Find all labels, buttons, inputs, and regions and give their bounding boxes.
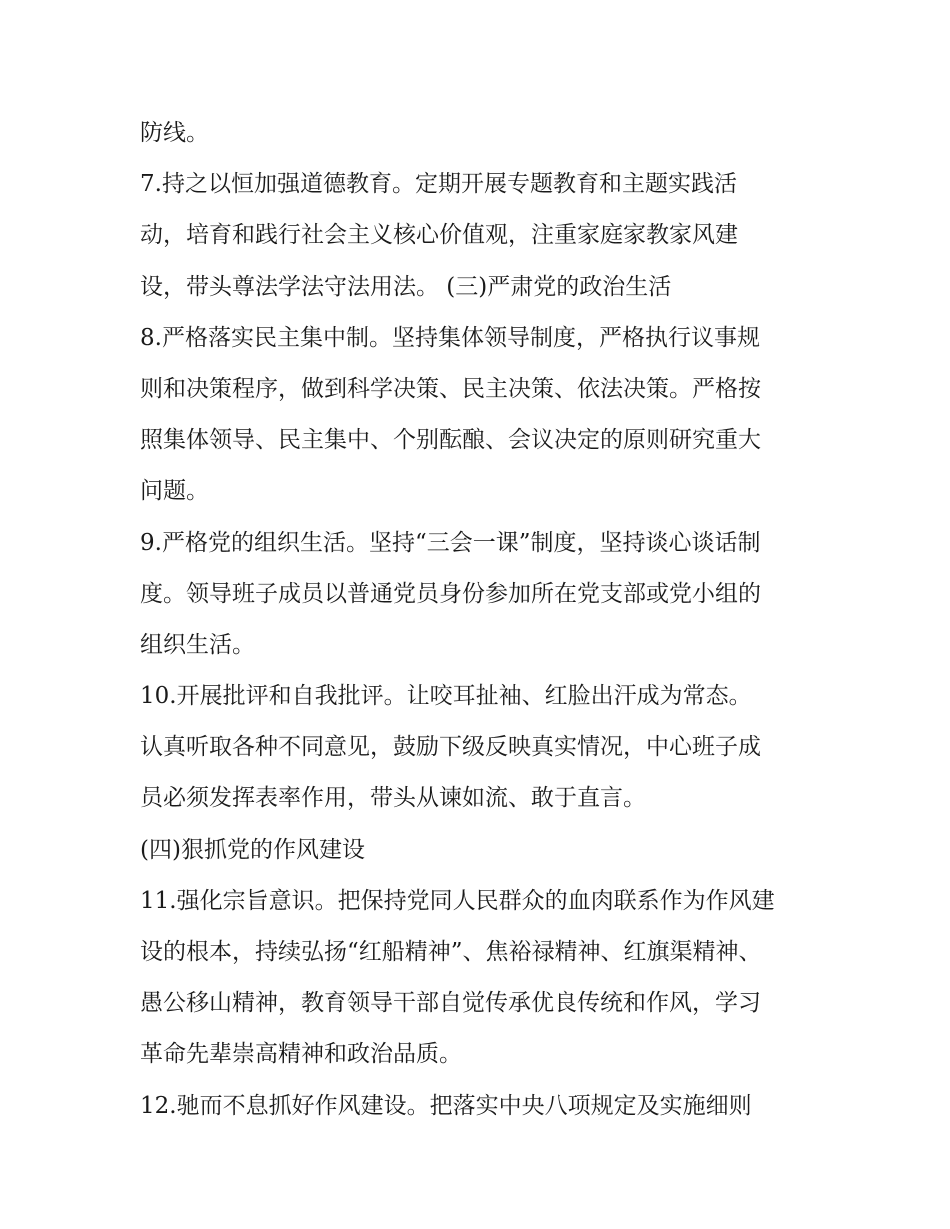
text-line: 7.持之以恒加强道德教育。定期开展专题教育和主题实践活 xyxy=(140,171,737,198)
text-line: 革命先辈崇高精神和政治品质。 xyxy=(140,1041,462,1068)
document-body xyxy=(140,108,830,1132)
text-line: 10.开展批评和自我批评。让咬耳扯袖、红脸出汗成为常态。 xyxy=(140,683,752,710)
text-line: 则和决策程序，做到科学决策、民主决策、依法决策。严格按 xyxy=(140,375,761,402)
text-line: 度。领导班子成员以普通党员身份参加所在党支部或党小组的 xyxy=(140,580,761,607)
text-line: 组织生活。 xyxy=(140,631,255,658)
text-line: 防线。 xyxy=(140,120,209,146)
text-line: 设的根本，持续弘扬“红船精神”、焦裕禄精神、红旗渠精神、 xyxy=(140,939,762,965)
text-line: 设，带头尊法学法守法用法。 (三)严肃党的政治生活 xyxy=(140,273,672,300)
text-line: 12.驰而不息抓好作风建设。把落实中央八项规定及实施细则 xyxy=(140,1092,752,1119)
section-heading: (四)狠抓党的作风建设 xyxy=(140,836,365,863)
text-line: 8.严格落实民主集中制。坚持集体领导制度，严格执行议事规 xyxy=(140,324,760,351)
text-line: 员必须发挥表率作用，带头从谏如流、敢于直言。 xyxy=(140,785,646,812)
text-line: 问题。 xyxy=(140,478,209,505)
text-line: 9.严格党的组织生活。坚持“三会一课”制度，坚持谈心谈话制 xyxy=(140,529,761,556)
text-line: 11.强化宗旨意识。把保持党同人民群众的血肉联系作为作风建 xyxy=(140,887,775,914)
text-line: 动，培育和践行社会主义核心价值观，注重家庭家教家风建 xyxy=(140,222,738,249)
text-line: 照集体领导、民主集中、个别酝酿、会议决定的原则研究重大 xyxy=(140,427,761,454)
text-line: 愚公移山精神，教育领导干部自觉传承优良传统和作风，学习 xyxy=(140,990,761,1017)
text-line: 认真听取各种不同意见，鼓励下级反映真实情况，中心班子成 xyxy=(140,734,761,761)
